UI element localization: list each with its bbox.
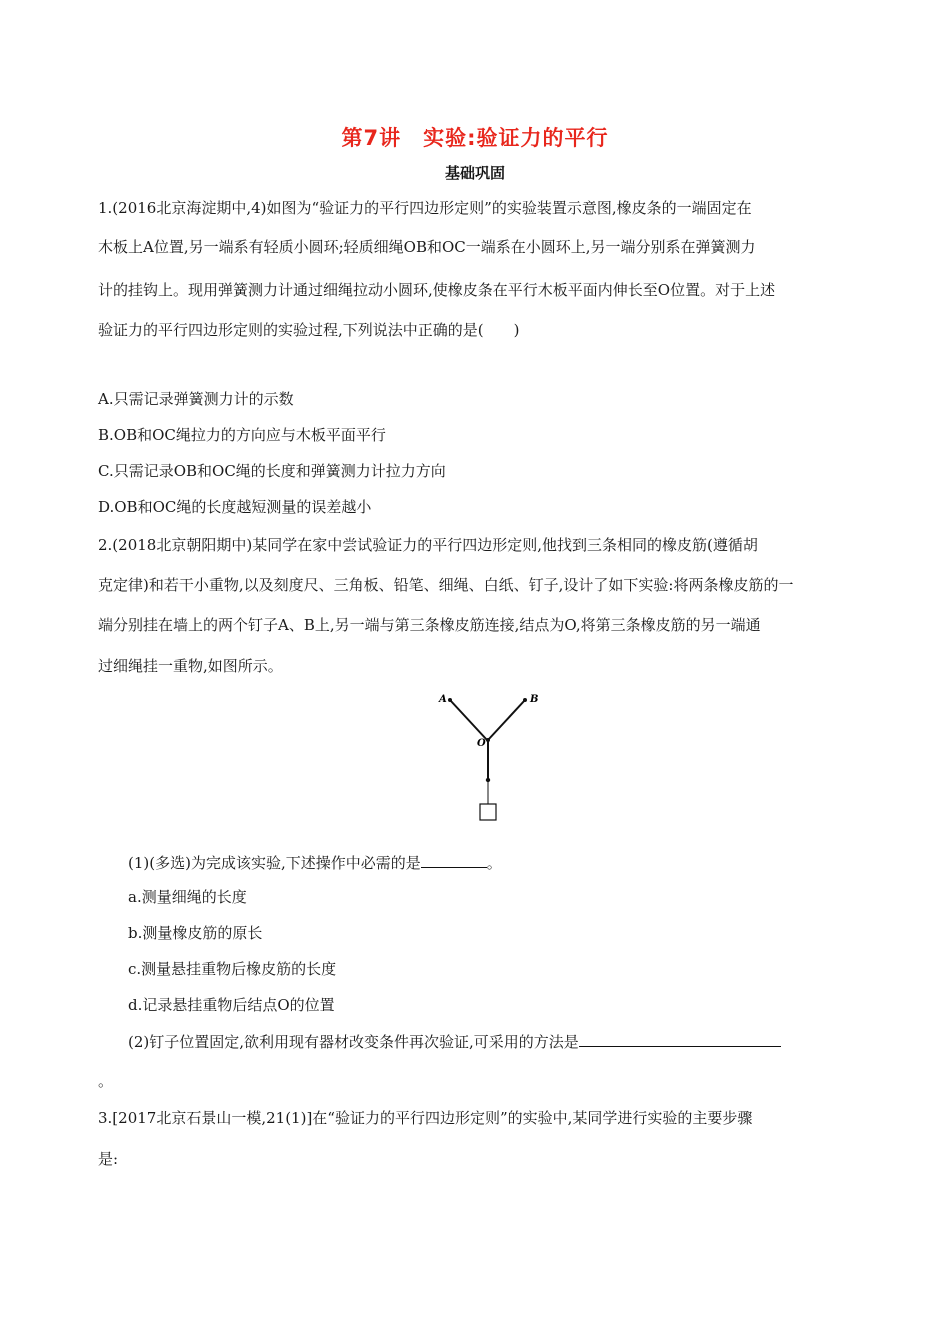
q2-option-d: d.记录悬挂重物后结点O的位置 [128, 996, 335, 1014]
label-o: O [477, 738, 486, 749]
answer-blank-1[interactable] [421, 852, 487, 868]
q1-option-d: D.OB和OC绳的长度越短测量的误差越小 [98, 498, 372, 516]
q2-line: 端分别挂在墙上的两个钉子A、B上,另一端与第三条橡皮筋连接,结点为O,将第三条橡皮筋的另一端通 [98, 616, 761, 634]
q2-part2-end: 。 [98, 1072, 114, 1090]
q1-line: 验证力的平行四边形定则的实验过程,下列说法中正确的是( ) [98, 321, 520, 339]
nail-b [523, 698, 527, 702]
rubber-band-figure [430, 684, 550, 824]
section-heading: 基础巩固 [444, 164, 505, 182]
q1-line: 1.(2016北京海淀期中,4)如图为“验证力的平行四边形定则”的实验装置示意图,橡皮条的一端固定在 [98, 199, 752, 217]
answer-blank-2[interactable] [579, 1031, 781, 1047]
q2-part2 [128, 1031, 781, 1052]
q1-line: 计的挂钩上。现用弹簧测力计通过细绳拉动小圆环,使橡皮条在平行木板平面内伸长至O位置。对于上述 [98, 281, 776, 299]
q2-option-b: b.测量橡皮筋的原长 [128, 924, 263, 942]
q2-part1-text: (1)(多选)为完成该实验,下述操作中必需的是 [128, 854, 421, 872]
q2-line: 过细绳挂一重物,如图所示。 [98, 657, 283, 675]
nail-a [448, 698, 452, 702]
q1-option-b: B.OB和OC绳拉力的方向应与木板平面平行 [98, 426, 386, 444]
q1-line: 木板上A位置,另一端系有轻质小圆环;轻质细绳OB和OC一端系在小圆环上,另一端分别系在弹簧测力 [98, 238, 756, 256]
q1-option-a: A.只需记录弹簧测力计的示数 [98, 390, 294, 408]
label-b: B [530, 694, 539, 705]
q2-part2-text: (2)钉子位置固定,欲利用现有器材改变条件再次验证,可采用的方法是 [128, 1033, 579, 1051]
rubber-band-a [450, 700, 487, 740]
label-a: A [439, 694, 447, 705]
rubber-band-b [488, 700, 525, 740]
q2-line: 2.(2018北京朝阳期中)某同学在家中尝试验证力的平行四边形定则,他找到三条相同的橡皮筋(遵循胡 [98, 536, 758, 554]
knot-o [486, 738, 490, 742]
q3-line: 是: [98, 1150, 119, 1168]
q2-line: 克定律)和若干小重物,以及刻度尺、三角板、铅笔、细绳、白纸、钉子,设计了如下实验:将两条橡皮筋的一 [98, 576, 794, 594]
q1-option-c: C.只需记录OB和OC绳的长度和弹簧测力计拉力方向 [98, 462, 446, 480]
lesson-title: 第7讲 实验:验证力的平行 [341, 126, 609, 150]
q3-line: 3.[2017北京石景山一模,21(1)]在“验证力的平行四边形定则”的实验中,某同学进行实验的主要步骤 [98, 1109, 753, 1127]
q2-option-a: a.测量细绳的长度 [128, 888, 247, 906]
weight-block [480, 804, 496, 820]
q2-option-c: c.测量悬挂重物后橡皮筋的长度 [128, 960, 337, 978]
q2-part1 [128, 852, 502, 873]
q2-part1-end: 。 [486, 854, 502, 872]
string-joint [486, 778, 490, 782]
